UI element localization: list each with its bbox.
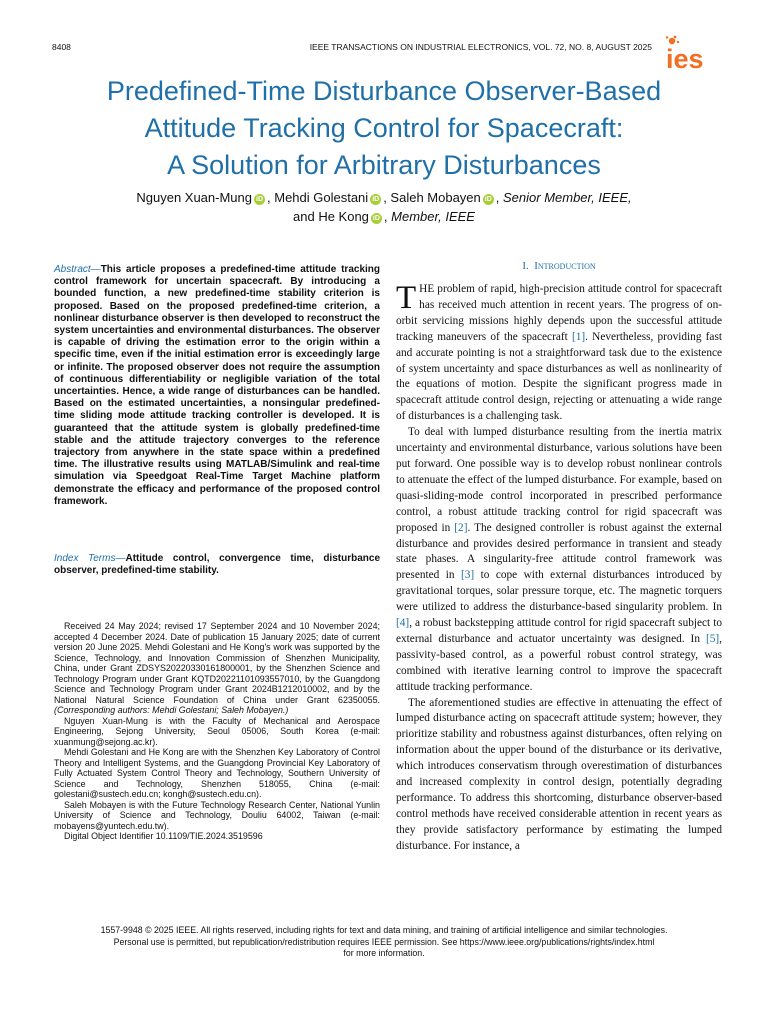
orcid-icon[interactable]: iD: [372, 196, 380, 203]
paragraph: The aforementioned studies are effective in attenuating the effect of lumped disturbance acting on spacecraft attitude system; however, they prioritize stability and robustness against disturbances, often relying on information about the upper bound of the disturbance or its derivative, which introduces conservatism through overestimation of disturbances and increased complexity in control design, potentially degrading performance. To address this shortcoming, disturbance observer-based control methods have received considerable attention in recent years as they provide satisfactory performance by estimating the lumped disturbance. For instance, a: [396, 696, 722, 852]
paper-title: [40, 73, 728, 184]
copyright-notice: [40, 925, 728, 960]
author-membership: Member, IEEE: [391, 209, 475, 224]
footnote-affiliation: Nguyen Xuan-Mung is with the Faculty of Mechanical and Aerospace Engineering, Sejong University, Seoul 05006, South Korea (e-mail: xuanmung@sejong.ac.kr).: [54, 715, 380, 747]
abstract-text: This article proposes a predefined-time attitude tracking control framework for uncertain spacecraft. By introducing a bounded function, a new predefined-time stability criterion is proposed. Based on the proposed predefined-time criterion, a nonlinear disturbance observer is then developed to reconstruct the system uncertainties and environmental disturbances. The observer is capable of driving the estimation error to the origin within a specific time, even if the initial estimation error is exceedingly large or infinite. The proposed observer does not require the assumption of continuous differentiability or negligible variation of the total uncertainties. Hence, a wide range of disturbances can be handled. Based on the estimated uncertainties, a nonsingular predefined-time sliding mode attitude tracking controller is developed. It is guaranteed that the attitude system is globally predefined-time stable and the attitude trajectory converges to the reference trajectory from anywhere in the state space within a predefined time. The illustrative results using MATLAB/Simulink and real-time simulation via Speedgoat Real-Time Target Machine platform demonstrate the efficacy and performance of the proposed control framework.: [54, 264, 380, 507]
corresponding-authors: (Corresponding authors: Mehdi Golestani; Saleh Mobayen.): [54, 705, 289, 715]
paragraph: To deal with lumped disturbance resulting from the inertia matrix uncertainty and environmental disturbance, various solutions have been put forward. One possible way is to develop robust nonlinear controls to attenuate the effect of the lumped disturbance. For example, based on quasi-sliding-mode control incorporated in prescribed performance control, a robust attitude tracking control for rigid spacecraft was proposed in [2]. The designed controller is robust against the external disturbance and provides desired performance in transient and steady state phases. A singularity-free attitude control framework was presented in [3] to cope with external disturbances introduced by gravitational torques, solar pressure torque, etc. The magnetic torquers were utilized to address the disturbance-based singularity problem. In [4], a robust backstepping attitude control for rigid spacecraft subject to external disturbance and actuator uncertainty was designed. In [5], passivity-based control, as a powerful robust control strategy, was combined with iterative learning control to improve the spacecraft attitude tracking performance.: [396, 426, 722, 693]
citation-link[interactable]: [3]: [460, 569, 475, 582]
author-name: and He Kong: [293, 209, 369, 224]
index-terms: [54, 553, 380, 577]
author-name: Saleh Mobayen: [390, 190, 481, 205]
page-number: 8408: [52, 42, 71, 52]
copyright-line: Personal use is permitted, but republication/redistribution requires IEEE permission. See https://www.ieee.org/publications/rights/index.html: [113, 936, 655, 947]
citation-link[interactable]: [1]: [571, 330, 586, 343]
index-terms-text: Attitude control, convergence time, disturbance observer, predefined-time stability.: [54, 553, 381, 577]
orcid-icon[interactable]: iD: [372, 215, 380, 222]
author-list: Nguyen Xuan-Mung iD , Mehdi Golestani iD , Saleh Mobayen iD , Senior Member, IEEE, and He Kong iD , Member, IEEE: [136, 190, 632, 224]
section-title: Introduction: [534, 260, 596, 272]
drop-cap: T: [396, 280, 417, 316]
abstract-label: Abstract—: [54, 264, 101, 275]
footnote-affiliation: Saleh Mobayen is with the Future Technology Research Center, National Yunlin University of Science and Technology, Douliu 64002, Taiwan (e-mail: mobayens@yuntech.edu.tw).: [54, 799, 380, 831]
title-line-1: Predefined-Time Disturbance Observer-Based: [106, 76, 662, 106]
abstract: [54, 264, 380, 508]
body-text: [396, 282, 722, 855]
footnote-affiliation: Mehdi Golestani and He Kong are with the Shenzhen Key Laboratory of Control Theory and Intelligent Systems, and the Guangdong Provincial Key Laboratory of Fully Actuated System Control Theory and Technology, Southern University of Science and Technology, Shenzhen 518055, China (e-mail: golestani@sustech.edu.cn; kongh@sustech.edu.cn).: [54, 747, 380, 799]
title-line-2: Attitude Tracking Control for Spacecraft:: [144, 113, 624, 143]
orcid-icon[interactable]: iD: [256, 196, 263, 203]
title-line-3: A Solution for Arbitrary Disturbances: [167, 150, 601, 180]
citation-link[interactable]: [4]: [396, 617, 410, 630]
paragraph: THE problem of rapid, high-precision attitude control for spacecraft has received much attention in recent years. The progress of on-orbit servicing missions highly depends upon the successful attitude tracking maneuvers of the spacecraft [1]. Nevertheless, providing fast and accurate pointing is not a straightforward task due to the existence of system uncertainty and space disturbances as well as nonlinearity of the equations of motion. Despite the significant progress made in spacecraft attitude control design, rejecting or attenuating a wide range of disturbances is a challenging task.: [396, 280, 722, 423]
author-membership: Senior Member, IEEE,: [503, 190, 632, 205]
author-name: Mehdi Golestani: [274, 190, 369, 205]
orcid-icon[interactable]: iD: [484, 196, 492, 203]
footnotes: [54, 621, 380, 842]
footnote-received: Received 24 May 2024; revised 17 September 2024 and 10 November 2024; accepted 4 December 2024. Date of publication 15 January 2025; date of current version 20 June 2025. Mehdi Golestani and He Kong's work was supported by the Science, Technology, and Innovation Commission of Shenzhen Municipality, China, under Grant ZDSYS20220330161800001, by the Shenzhen Science and Technology Program under Grant KQTD20221101093557010, by the Guangdong Science and Technology Program under Grant 2024B1212010002, and by the National Natural Science Foundation of China under Grant 62350055. (Corresponding authors: Mehdi Golestani; Saleh Mobayen.): [54, 621, 380, 715]
ies-logo-icon: [662, 34, 722, 74]
page-header: [52, 38, 652, 54]
author-name: Nguyen Xuan-Mung: [136, 190, 252, 205]
section-heading: [398, 260, 720, 272]
citation-link[interactable]: [2]: [454, 521, 468, 534]
citation-link[interactable]: [5]: [705, 632, 720, 645]
section-number: I.: [522, 260, 529, 272]
doi[interactable]: Digital Object Identifier 10.1109/TIE.2024.3519596: [64, 831, 263, 841]
journal-running-head: IEEE TRANSACTIONS ON INDUSTRIAL ELECTRONICS, VOL. 72, NO. 8, AUGUST 2025: [309, 42, 652, 52]
index-terms-label: Index Terms—: [54, 553, 126, 564]
logo-text: ies: [666, 44, 704, 74]
copyright-line: for more information.: [343, 948, 425, 958]
copyright-line: 1557-9948 © 2025 IEEE. All rights reserved, including rights for text and data mining, and training of artificial intelligence and similar technologies.: [100, 925, 668, 935]
